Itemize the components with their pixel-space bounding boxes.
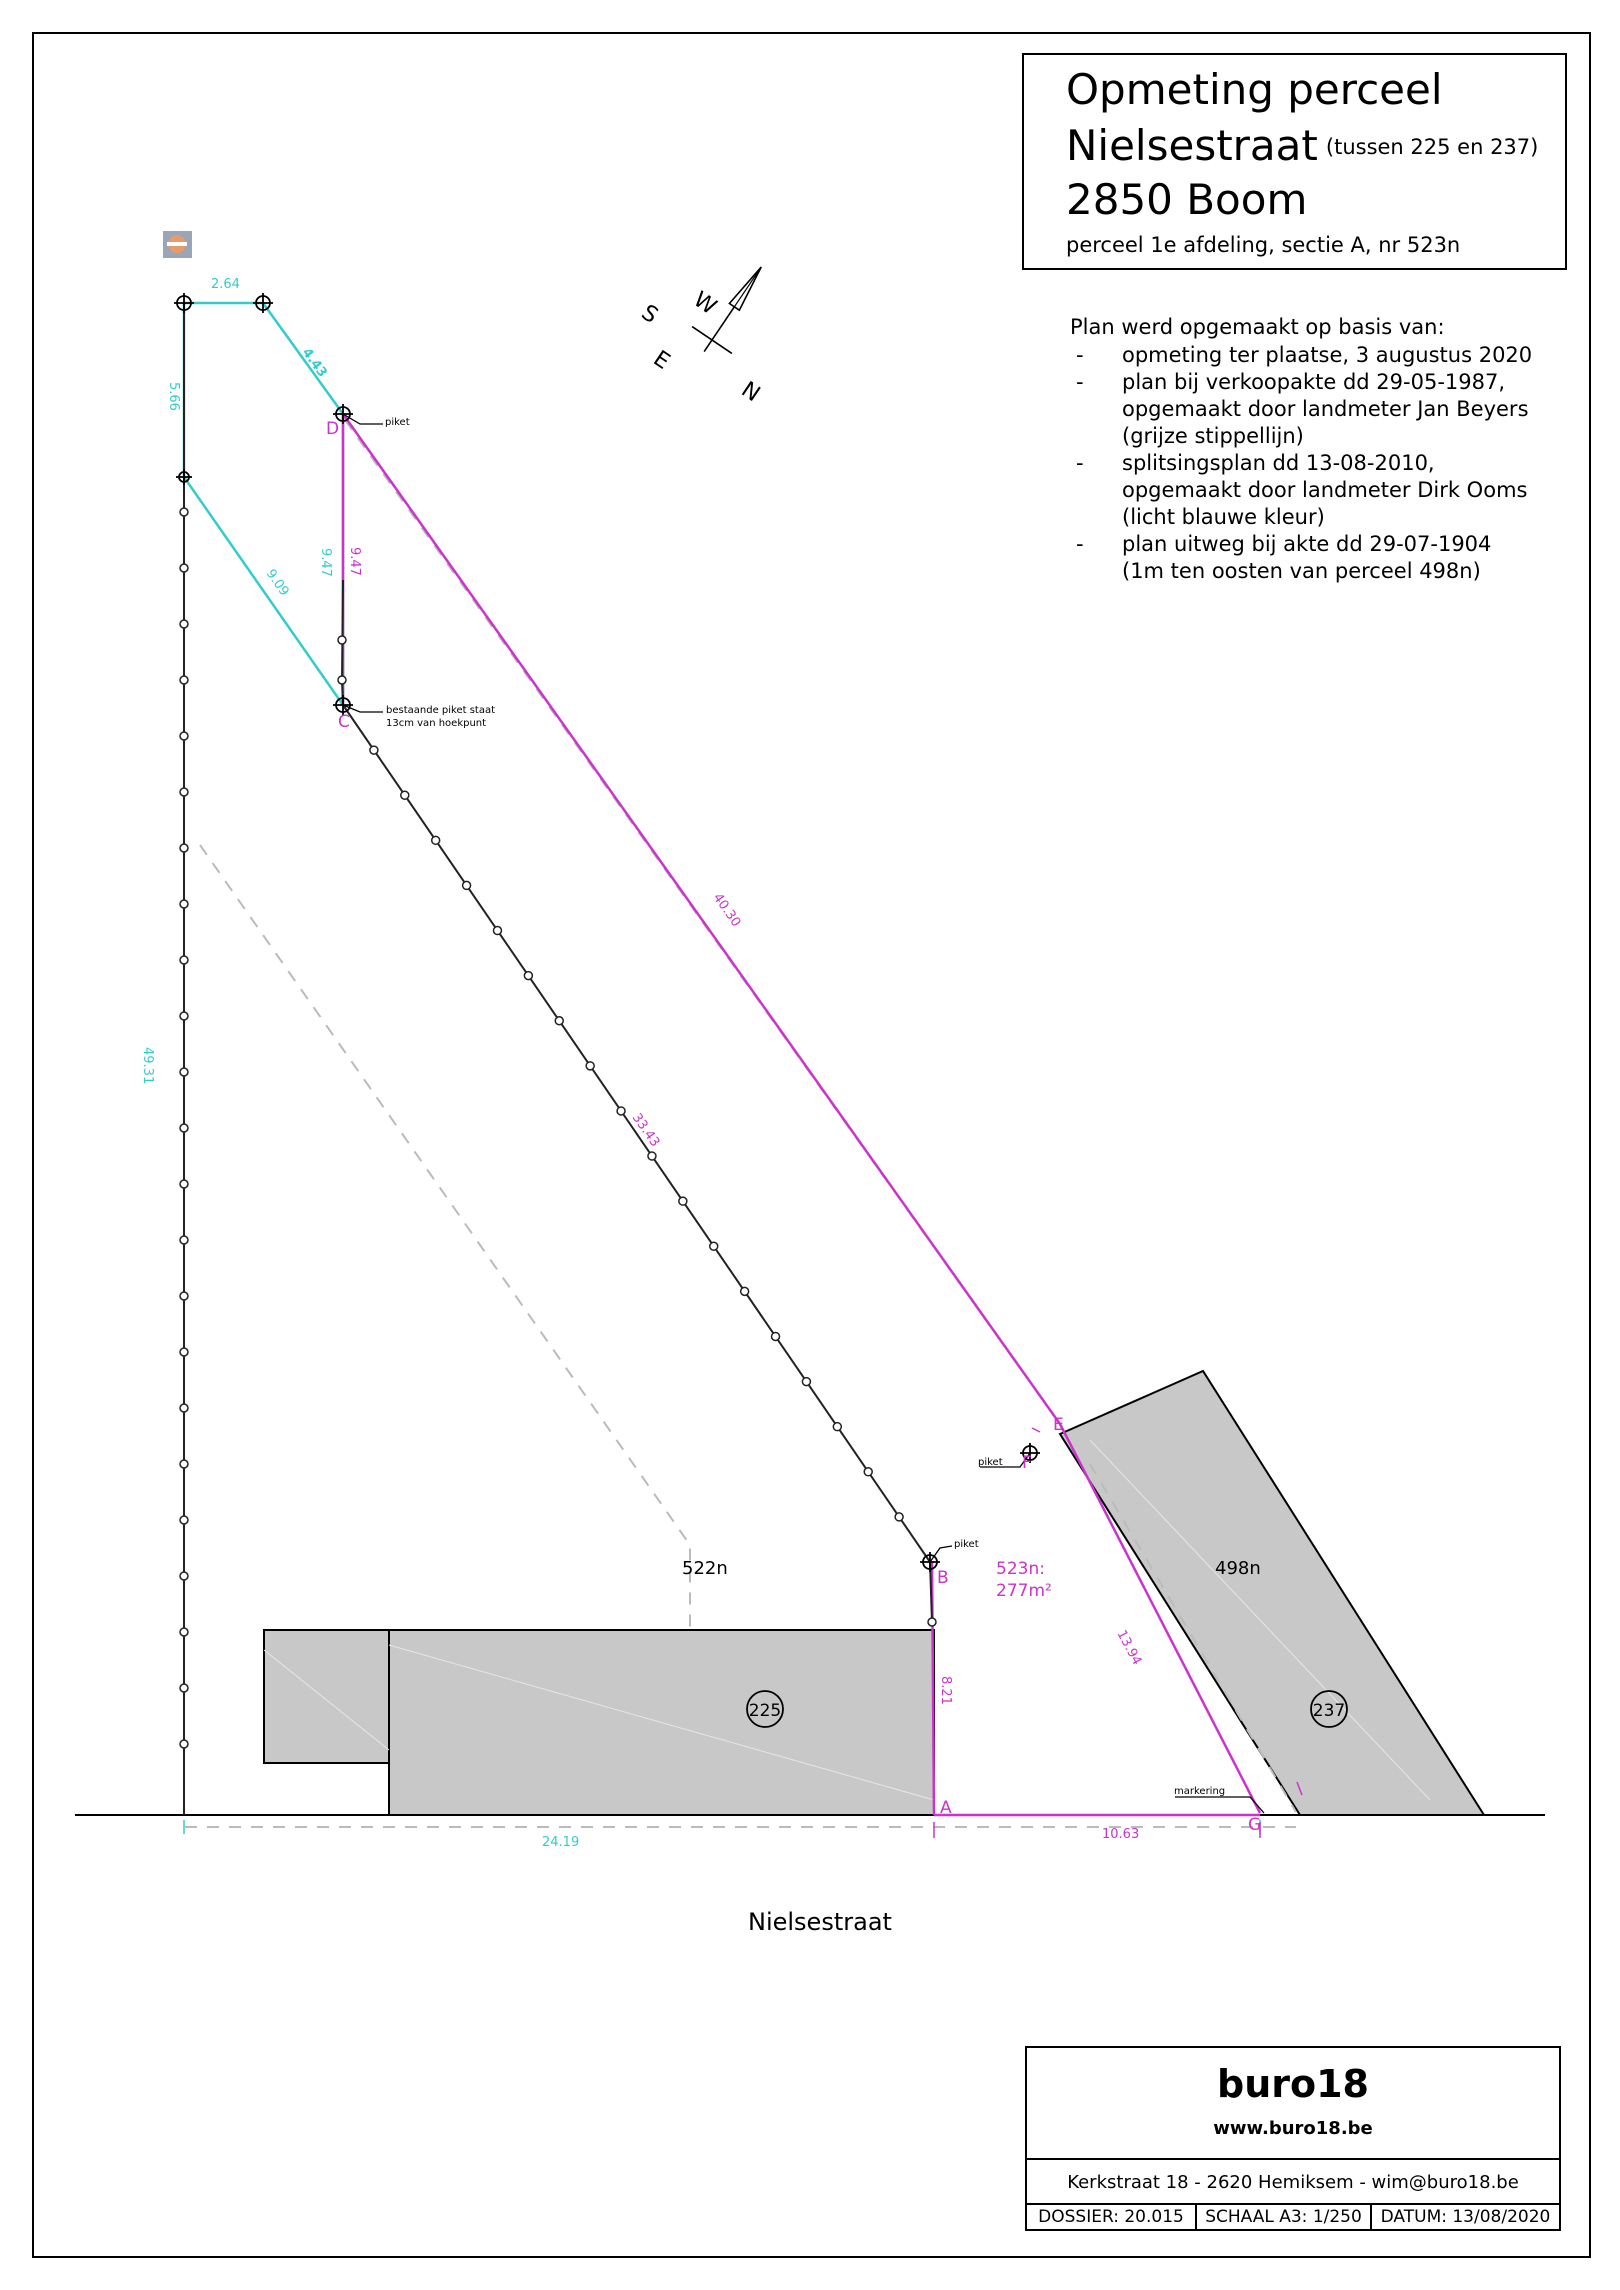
compass-east: E: [648, 346, 675, 375]
marker-nw: [174, 293, 194, 313]
fence-post: [833, 1423, 841, 1431]
parcel-522n-label: 522n: [682, 1558, 728, 1579]
house-number-225-text: 225: [748, 1701, 782, 1721]
fence-post: [180, 1404, 188, 1412]
fence-post: [180, 732, 188, 740]
building-225-annex: [264, 1630, 389, 1763]
parcel-523n-area: 277m²: [996, 1581, 1052, 1601]
fence-post: [802, 1378, 810, 1386]
house-number-237-text: 237: [1312, 1701, 1346, 1721]
fence-post: [928, 1618, 936, 1626]
firm-block: [1025, 2046, 1561, 2231]
title-line-3: 2850 Boom: [1066, 175, 1308, 224]
fence-post: [895, 1513, 903, 1521]
dim-mag-cd: 9.47: [347, 547, 362, 576]
fence-post: [180, 844, 188, 852]
fence-post: [679, 1197, 687, 1205]
callout-piket-d: piket: [385, 417, 410, 428]
fence-post: [617, 1107, 625, 1115]
fence-post: [180, 676, 188, 684]
compass-south: S: [636, 300, 663, 329]
marker-ne: [253, 293, 273, 313]
fence-post: [401, 791, 409, 799]
note-item: [1070, 531, 1590, 585]
dim-cyan-left-long: 49.31: [140, 1047, 155, 1085]
firm-datum: DATUM: 13/08/2020: [1380, 2207, 1551, 2227]
note-dash: -: [1076, 343, 1084, 367]
note-item: [1070, 450, 1590, 531]
fence-post: [180, 564, 188, 572]
fence-post: [864, 1468, 872, 1476]
fence-post: [180, 900, 188, 908]
logo-icon: [163, 231, 192, 258]
boundary-lines: [184, 303, 932, 1815]
title-street-sub: (tussen 225 en 237): [1325, 135, 1539, 159]
fence-post: [555, 1017, 563, 1025]
callout-piket-b: piket: [954, 1539, 979, 1550]
fence-post: [180, 1684, 188, 1692]
firm-name: buro18: [1217, 2062, 1369, 2106]
fence-post: [180, 1124, 188, 1132]
dim-mag-bc: 33.43: [628, 1110, 663, 1150]
old-plan-dashed: [185, 420, 1296, 1827]
buildings: [264, 1371, 1484, 1815]
callout-markering: markering: [1174, 1786, 1226, 1797]
plan-notes: [1070, 314, 1590, 585]
title-line-1: Opmeting perceel: [1066, 65, 1443, 114]
note-line: plan uitweg bij akte dd 29-07-1904: [1122, 532, 1492, 556]
note-line: opmeting ter plaatse, 3 augustus 2020: [1122, 343, 1533, 367]
firm-website: www.buro18.be: [1213, 2118, 1373, 2139]
compass-west: W: [688, 287, 721, 321]
fence-post: [180, 788, 188, 796]
dim-cyan-cd: 9.47: [318, 548, 333, 577]
title-line-2: [1066, 121, 1538, 170]
callout-piket-f: piket: [978, 1457, 1003, 1468]
note-line: opgemaakt door landmeter Jan Beyers: [1122, 397, 1529, 421]
point-b-label: B: [937, 1568, 949, 1588]
survey-markers: [174, 293, 1040, 1572]
firm-schaal: SCHAAL A3: 1/250: [1197, 2203, 1372, 2231]
note-line: (licht blauwe kleur): [1122, 505, 1325, 529]
point-a-label: A: [940, 1798, 952, 1818]
fence-post: [772, 1332, 780, 1340]
dim-mag-ab: 8.21: [938, 1676, 953, 1705]
fence-post: [180, 1348, 188, 1356]
fence-post: [180, 620, 188, 628]
note-line: (1m ten oosten van perceel 498n): [1122, 559, 1481, 583]
callout-c-note-1: bestaande piket staat: [386, 705, 496, 716]
fence-post: [338, 676, 346, 684]
firm-address: Kerkstraat 18 - 2620 Hemiksem - wim@buro18.be: [1067, 2172, 1519, 2193]
note-line: (grijze stippellijn): [1122, 424, 1304, 448]
dim-mag-eg: 13.94: [1113, 1627, 1145, 1668]
fence-post: [180, 508, 188, 516]
dim-cyan-bottom: 24.19: [542, 1835, 580, 1850]
point-f-label: F: [1022, 1453, 1032, 1473]
firm-divider: [1027, 2158, 1559, 2160]
fence-post: [180, 1516, 188, 1524]
point-g-label: G: [1248, 1815, 1262, 1835]
dim-cyan-diag: 4.43: [298, 345, 330, 381]
fence-post: [338, 636, 346, 644]
notes-title: Plan werd opgemaakt op basis van:: [1070, 315, 1445, 339]
notes-list: [1070, 342, 1590, 585]
marker-left: [176, 469, 192, 485]
note-item: [1070, 342, 1590, 369]
fence-post: [180, 1572, 188, 1580]
fence-post: [741, 1287, 749, 1295]
fence-post: [180, 1740, 188, 1748]
note-line: opgemaakt door landmeter Dirk Ooms: [1122, 478, 1528, 502]
building-237: [1060, 1371, 1484, 1815]
callout-leaders: [343, 414, 1264, 1813]
point-d-label: D: [326, 419, 340, 439]
fence-post: [180, 1292, 188, 1300]
fence-post: [180, 1068, 188, 1076]
fence-post: [524, 972, 532, 980]
dim-cyan-c-diag: 9.09: [262, 566, 292, 600]
street-name: Nielsestraat: [748, 1908, 892, 1936]
fence-post: [493, 927, 501, 935]
fence-post: [180, 1180, 188, 1188]
title-block: [1022, 53, 1567, 270]
note-dash: -: [1076, 451, 1084, 475]
point-c-label: C: [338, 712, 350, 732]
parcel-498n-label: 498n: [1215, 1558, 1261, 1579]
note-item: [1070, 369, 1590, 450]
fence-post: [180, 956, 188, 964]
fence-post: [586, 1062, 594, 1070]
fence-post: [710, 1242, 718, 1250]
fence-post: [432, 836, 440, 844]
note-dash: -: [1076, 370, 1084, 394]
fence-post: [180, 1628, 188, 1636]
note-line: splitsingsplan dd 13-08-2010,: [1122, 451, 1435, 475]
note-line: plan bij verkoopakte dd 29-05-1987,: [1122, 370, 1506, 394]
title-line-4: perceel 1e afdeling, sectie A, nr 523n: [1066, 233, 1461, 257]
title-street: Nielsestraat: [1066, 121, 1318, 170]
note-dash: -: [1076, 532, 1084, 556]
fence-post: [370, 746, 378, 754]
fence-post: [180, 1012, 188, 1020]
fence-post: [648, 1152, 656, 1160]
fence-post: [180, 1460, 188, 1468]
dim-cyan-left-short: 5.66: [166, 382, 181, 411]
callout-c-note-2: 13cm van hoekpunt: [386, 718, 487, 729]
compass-north: N: [736, 377, 765, 408]
fence-post: [463, 881, 471, 889]
dim-cyan-top: 2.64: [211, 277, 240, 292]
survey-lines: [343, 414, 1260, 1815]
dim-mag-de: 40.30: [709, 890, 744, 930]
dim-mag-ag: 10.63: [1102, 1827, 1140, 1842]
point-e-label: E: [1053, 1415, 1064, 1435]
firm-dossier: DOSSIER: 20.015: [1027, 2203, 1197, 2231]
fence-post: [180, 1236, 188, 1244]
parcel-523n-label: 523n:: [996, 1559, 1045, 1579]
